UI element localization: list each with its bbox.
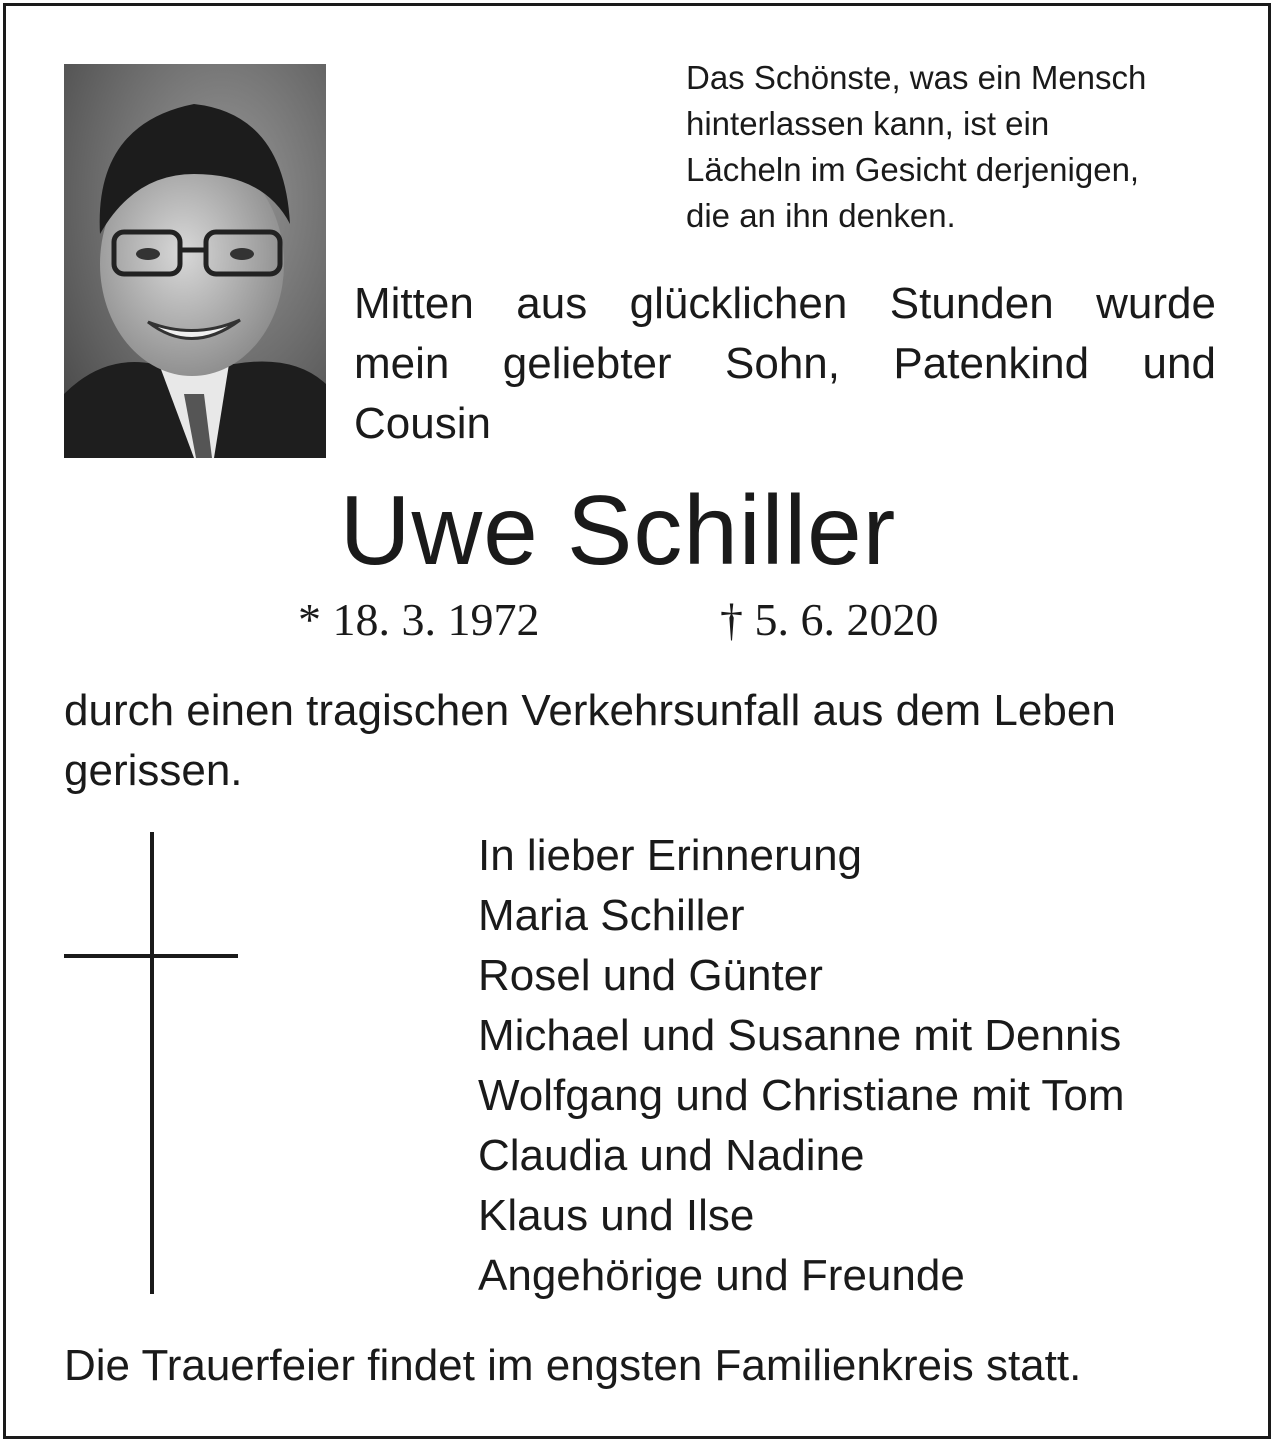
intro-line bbox=[354, 274, 1216, 334]
intro-text bbox=[354, 274, 1216, 454]
intro-line: Cousin bbox=[354, 399, 491, 448]
mourner-line: Claudia und Nadine bbox=[478, 1131, 865, 1180]
intro-word: Mitten bbox=[354, 279, 474, 328]
intro-word: aus bbox=[516, 279, 588, 328]
portrait-image bbox=[64, 64, 326, 458]
intro-word: mein bbox=[354, 339, 450, 388]
cause-line: gerissen. bbox=[64, 746, 243, 795]
cause-line: durch einen tragischen Verkehrsunfall aus dem Leben bbox=[64, 686, 1116, 735]
deceased-name: Uwe Schiller bbox=[339, 475, 897, 585]
mourner-line: Maria Schiller bbox=[478, 891, 745, 940]
cause-of-death-text bbox=[64, 681, 1224, 801]
ceremony-notice: Die Trauerfeier findet im engsten Familienkreis statt. bbox=[64, 1341, 1082, 1390]
intro-word: Sohn, bbox=[725, 339, 840, 388]
quote-line: Das Schönste, was ein Mensch bbox=[686, 59, 1147, 96]
mourner-line: Klaus und Ilse bbox=[478, 1191, 755, 1240]
intro-line bbox=[354, 334, 1216, 394]
intro-word: glücklichen bbox=[629, 279, 848, 328]
mourners-list bbox=[478, 826, 1258, 1306]
mourner-line: Angehörige und Freunde bbox=[478, 1251, 965, 1300]
mourner-line: Rosel und Günter bbox=[478, 951, 823, 1000]
mourner-line: Wolfgang und Christiane mit Tom bbox=[478, 1071, 1125, 1120]
mourner-line: In lieber Erinnerung bbox=[478, 831, 863, 880]
birth-date: * 18. 3. 1972 bbox=[298, 594, 540, 645]
intro-word: wurde bbox=[1096, 279, 1216, 328]
intro-word: Stunden bbox=[889, 279, 1054, 328]
death-date: † 5. 6. 2020 bbox=[720, 594, 939, 645]
portrait-photo bbox=[64, 64, 326, 458]
cross-icon-vertical bbox=[150, 832, 154, 1294]
mourner-line: Michael und Susanne mit Dennis bbox=[478, 1011, 1122, 1060]
intro-word: und bbox=[1142, 339, 1216, 388]
quote-line: die an ihn denken. bbox=[686, 197, 956, 234]
quote-line: Lächeln im Gesicht derjenigen, bbox=[686, 151, 1140, 188]
quote-line: hinterlassen kann, ist ein bbox=[686, 105, 1050, 142]
memorial-quote bbox=[686, 55, 1246, 239]
cross-icon-horizontal bbox=[64, 954, 238, 958]
intro-word: geliebter bbox=[502, 339, 672, 388]
intro-word: Patenkind bbox=[893, 339, 1090, 388]
